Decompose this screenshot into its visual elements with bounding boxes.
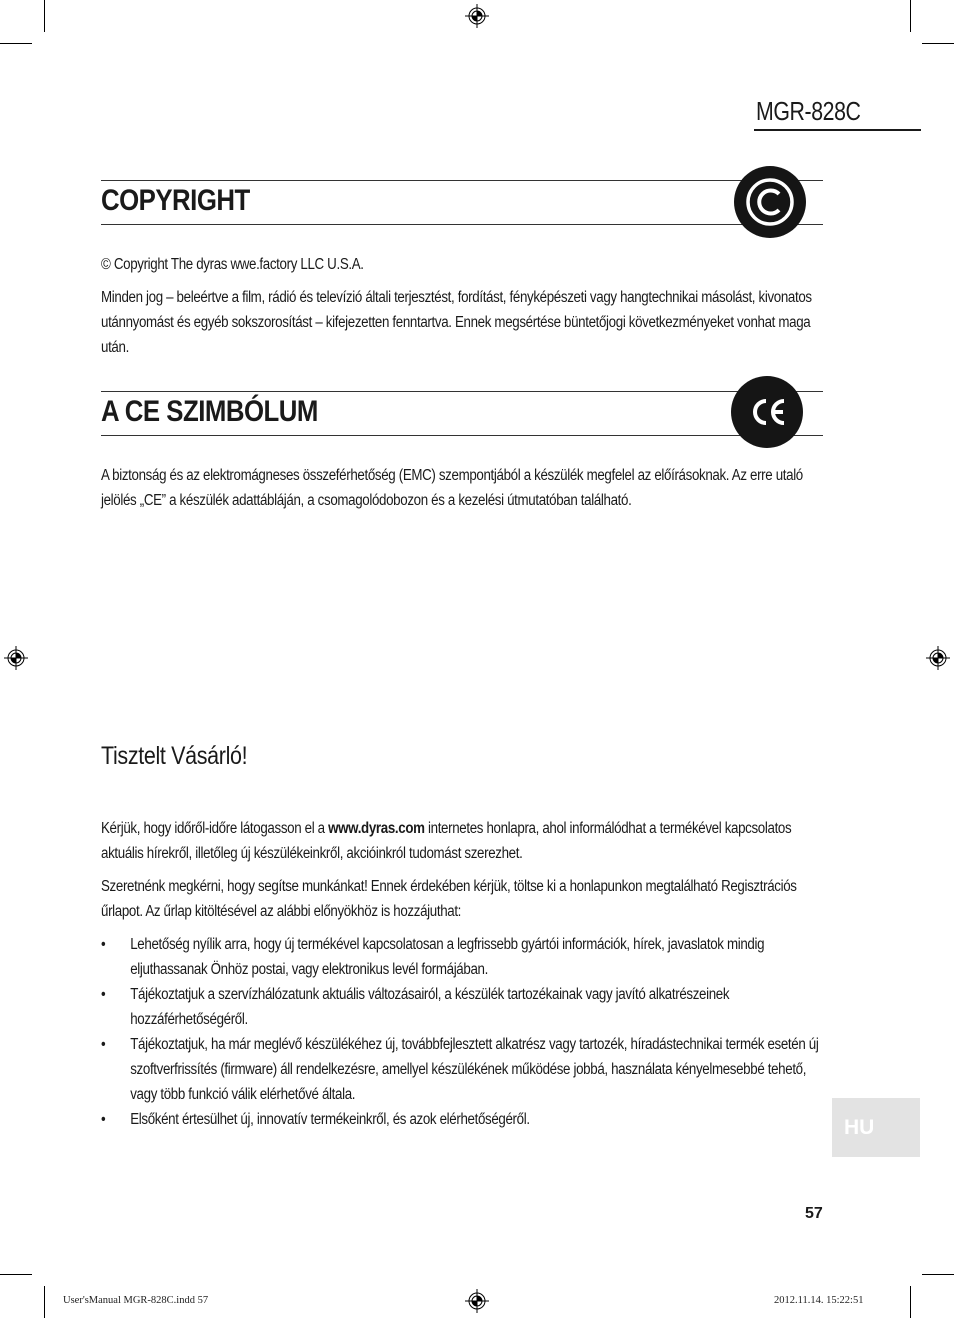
request-paragraph: Szeretnénk megkérni, hogy segítse munkánkat! Ennek érdekében kérjük, töltse ki a honlapunkon megtalálható Regisztrációs űrlapot. Az űrlap kitöltésével az alábbi előnyökhöz is hozzájuthat: — [101, 878, 797, 920]
crop-mark — [0, 1274, 32, 1275]
copyright-paragraph: Minden jog – beleértve a film, rádió és televízió általi terjesztést, fordítást, fényképészeti vagy hangtechnikai másolást, kivonatos utánnyomást és egyéb sokszorosítást – kifejezetten fenntartva. Ennek megsértése büntetőjogi következményeket vonhat maga után. — [101, 289, 812, 356]
list-item — [101, 982, 823, 1032]
bullet: • — [101, 936, 106, 953]
section-rule-top — [101, 391, 823, 392]
model-name: MGR-828C — [756, 96, 861, 126]
section-rule-top — [101, 180, 823, 181]
bullet: • — [101, 1111, 106, 1128]
copyright-line: © Copyright The dyras wwe.factory LLC U.S.A. — [101, 256, 364, 273]
list-item-text: Tájékoztatjuk a szervízhálózatunk aktuális változásairól, a készülék tartozékainak vagy javító alkatrészeinek hozzáférhetőségéről. — [130, 986, 730, 1028]
registration-mark-icon — [465, 1289, 489, 1313]
model-underline — [754, 129, 921, 131]
crop-mark — [910, 0, 911, 32]
intro-paragraph — [101, 816, 823, 866]
list-item — [101, 1107, 823, 1132]
section-title-copyright: COPYRIGHT — [101, 184, 250, 217]
language-label: HU — [844, 1116, 875, 1139]
language-tab — [832, 1098, 920, 1157]
list-item-text: Tájékoztatjuk, ha már meglévő készülékéhez új, továbbfejlesztett alkatrész vagy tartozék, híradástechnikai termék esetén új szoftverfrissítés (firmware) áll rendelkezésre, amellyel készülékének működése jobbá, használata kényelmesebbé tehető, vagy több funkció válik elérhetővé általa. — [130, 1036, 819, 1103]
footer-timestamp: 2012.11.14. 15:22:51 — [774, 1295, 864, 1306]
registration-mark-icon — [465, 4, 489, 28]
registration-mark-icon — [4, 646, 28, 670]
website-link[interactable]: www.dyras.com — [328, 820, 425, 837]
crop-mark — [922, 43, 954, 44]
list-item-text: Lehetőség nyílik arra, hogy új termékével kapcsolatosan a legfrissebb gyártói információk, hírek, javaslatok mindig eljuthassanak Önhöz postai, vagy elektronikus levél formájában. — [130, 936, 765, 978]
crop-mark — [922, 1274, 954, 1275]
list-item-text: Elsőként értesülhet új, innovatív termékeinkről, és azok elérhetőségéről. — [130, 1111, 530, 1128]
registration-mark-icon — [926, 646, 950, 670]
copyright-symbol-icon — [734, 166, 806, 238]
crop-mark — [0, 43, 32, 44]
ce-paragraph: A biztonság és az elektromágneses összeférhetőség (EMC) szempontjából a készülék megfelel az előírásoknak. Az erre utaló jelölés „CE” a készülék adattábláján, a csomagolódobozon és a kezelési útmutatóban található. — [101, 467, 803, 509]
benefits-list — [101, 932, 823, 1132]
intro-text-after: internetes honlapra, ahol informálódhat a termékével kapcsolatos aktuális hírekről, illetőleg új készülékeinkről, akcióinkról tudomást szerezhet. — [101, 820, 792, 862]
crop-mark — [44, 0, 45, 32]
section-rule-bottom — [101, 224, 823, 225]
list-item — [101, 932, 823, 982]
section-rule-bottom — [101, 435, 823, 436]
footer-file-info: User'sManual MGR-828C.indd 57 — [63, 1295, 209, 1306]
ce-mark-icon — [731, 376, 803, 448]
page-number: 57 — [805, 1205, 823, 1222]
crop-mark — [910, 1286, 911, 1318]
bullet: • — [101, 1036, 106, 1053]
section-title-ce: A CE SZIMBÓLUM — [101, 395, 318, 428]
crop-mark — [44, 1286, 45, 1318]
greeting-heading: Tisztelt Vásárló! — [101, 742, 248, 770]
intro-text-before: Kérjük, hogy időről-időre látogasson el a — [101, 820, 329, 837]
bullet: • — [101, 986, 106, 1003]
list-item — [101, 1032, 823, 1107]
